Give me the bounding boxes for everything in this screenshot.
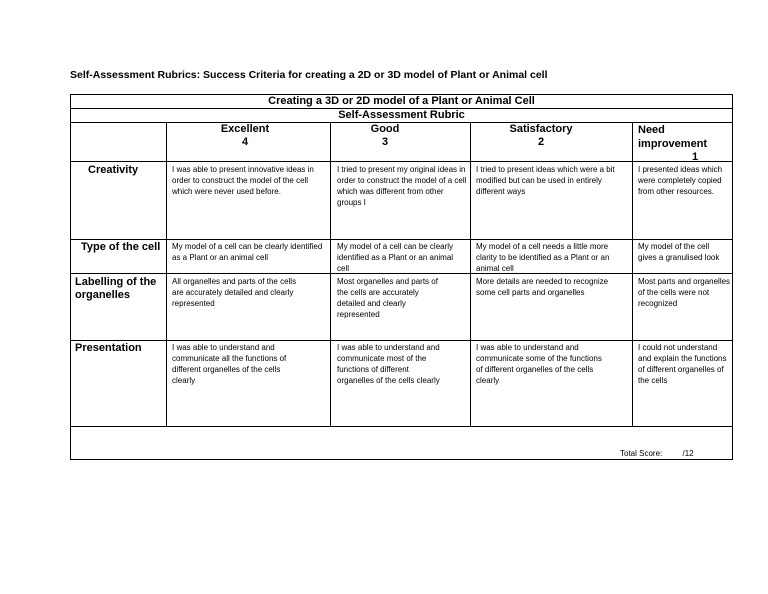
level-header-satisfactory <box>485 123 597 149</box>
rubric-cell: I was able to present innovative ideas in order to construct the model of the cell which were never used before. <box>172 165 314 196</box>
level-header-good <box>339 123 431 149</box>
table-title: Creating a 3D or 2D model of a Plant or Animal Cell <box>71 95 732 109</box>
level-header-need-improvement <box>633 123 732 164</box>
rubric-cell: I was able to understand and communicate most of the functions of different organelles of the cells clearly <box>337 343 440 385</box>
total-score <box>620 449 694 458</box>
level-name: Satisfactory <box>509 123 573 135</box>
rubric-cell: I was able to understand and communicate all the functions of different organelles of the cells clearly <box>172 343 287 385</box>
level-score: 3 <box>381 136 389 148</box>
rubric-cell: I was able to understand and communicate some of the functions of different organelles of the cells clearly <box>476 343 602 385</box>
total-score-value: /12 <box>682 449 694 458</box>
criterion-type-of-the-cell: Type of the cell <box>81 241 161 253</box>
criterion-presentation: Presentation <box>75 342 142 354</box>
rubric-cell: I tried to present ideas which were a bit modified but can be used in entirely different ways <box>476 165 615 196</box>
row-divider <box>71 426 732 427</box>
criterion-labelling-of-the-organelles: Labelling of the organelles <box>75 276 157 301</box>
criterion-creativity: Creativity <box>88 164 139 176</box>
document-heading: Self-Assessment Rubrics: Success Criteria for creating a 2D or 3D model of Plant or Animal cell <box>70 69 548 81</box>
rubric-cell: My model of a cell can be clearly identified as a Plant or an animal cell <box>172 242 323 262</box>
level-name: Good <box>370 123 400 135</box>
rubric-cell: I tried to present my original ideas in order to construct the model of a cell which was different from other groups I <box>337 165 467 207</box>
level-header-excellent <box>191 123 299 149</box>
rubric-cell: I could not understand and explain the functions of different organelles of the cells <box>638 343 727 385</box>
level-name: Need improvement <box>638 124 708 150</box>
rubric-cell: Most parts and organelles of the cells were not recognized <box>638 277 731 308</box>
rubric-cell: My model of the cell gives a granulised look <box>638 242 720 262</box>
rubric-cell: All organelles and parts of the cells are accurately detailed and clearly represented <box>172 277 297 308</box>
column-divider <box>632 122 633 426</box>
rubric-cell: My model of a cell can be clearly identified as a Plant or an animal cell <box>337 242 454 273</box>
level-name: Excellent <box>220 123 270 135</box>
column-divider <box>470 122 471 426</box>
level-score: 2 <box>537 136 545 148</box>
rubric-cell: I presented ideas which were completely copied from other resources. <box>638 165 723 196</box>
column-divider <box>166 122 167 426</box>
level-score: 4 <box>241 136 249 148</box>
rubric-cell: Most organelles and parts of the cells are accurately detailed and clearly represented <box>337 277 438 319</box>
column-divider <box>330 122 331 426</box>
level-score: 1 <box>692 151 699 163</box>
total-score-label: Total Score: <box>620 449 663 458</box>
rubric-cell: More details are needed to recognize some cell parts and organelles <box>476 277 609 297</box>
rubric-table <box>70 94 733 460</box>
rubric-cell: My model of a cell needs a little more clarity to be identified as a Plant or an animal cell <box>476 242 610 273</box>
table-subtitle: Self-Assessment Rubric <box>71 109 732 123</box>
